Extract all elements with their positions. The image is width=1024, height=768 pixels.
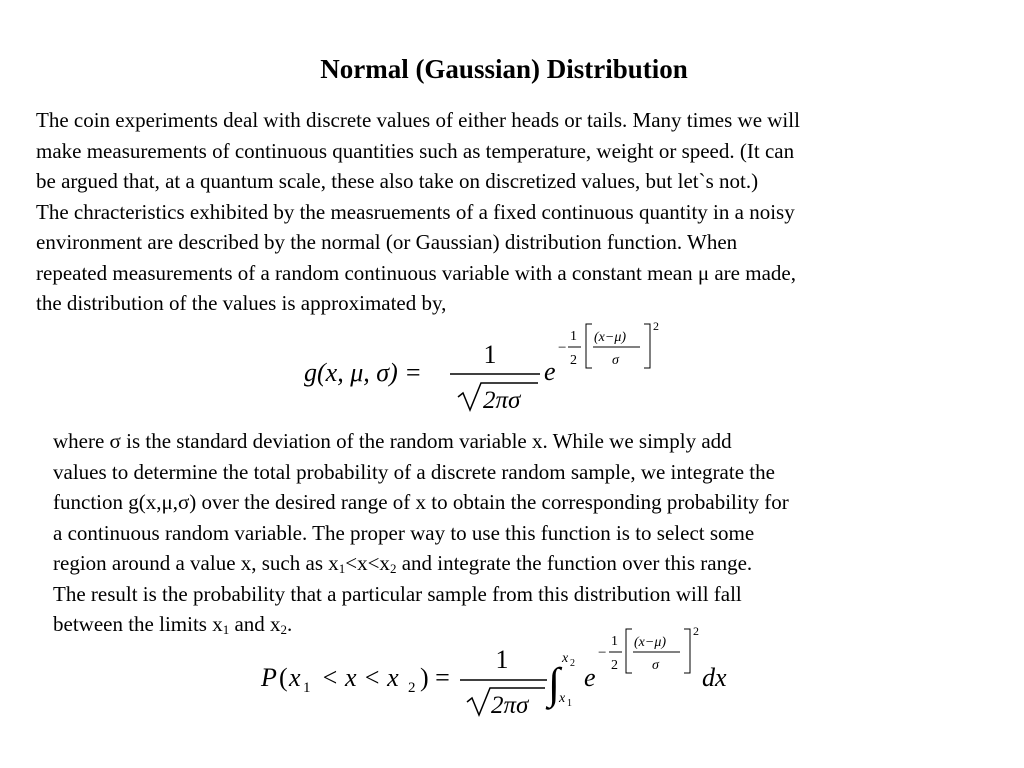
- line7-pre: between the limits x: [53, 612, 223, 636]
- intro-line: repeated measurements of a random continuous variable with a constant mean μ are made,: [36, 260, 796, 285]
- eq2-open-paren: (: [279, 663, 288, 692]
- eq1-exp-power: 2: [653, 319, 659, 333]
- line5-mid: <x<x: [345, 551, 390, 575]
- eq2-x1-sub: 1: [303, 680, 311, 696]
- eq2-close-paren: ) =: [420, 663, 450, 692]
- body-line: The result is the probability that a particular sample from this distribution will fall: [53, 581, 742, 606]
- eq2-denominator: 2πσ: [491, 692, 529, 719]
- integral-paragraph: [53, 426, 789, 640]
- eq2-exp-power: 2: [693, 624, 699, 638]
- eq2-x1: x: [289, 663, 301, 692]
- eq2-exp-num: (x−μ): [634, 635, 667, 650]
- body-line: values to determine the total probability of a discrete random sample, we integrate the: [53, 459, 775, 484]
- eq1-numerator: 1: [483, 340, 497, 369]
- eq1-exp-den: σ: [612, 353, 619, 368]
- gaussian-equation-svg: [300, 318, 680, 418]
- intro-paragraph: [36, 105, 800, 319]
- line5-sub2: 2: [389, 561, 397, 576]
- line5-pre: region around a value x, such as x: [53, 551, 339, 575]
- eq2-right-bracket: [684, 629, 690, 673]
- eq1-exp-num: (x−μ): [594, 330, 627, 345]
- eq2-relation: < x < x: [321, 663, 399, 692]
- eq2-exp-half-den: 2: [611, 658, 618, 673]
- probability-integral-equation: [255, 622, 755, 737]
- eq1-lhs: g(x, μ, σ) =: [304, 358, 422, 387]
- line7-mid: and x: [229, 612, 281, 636]
- line7-post: .: [287, 612, 293, 636]
- eq2-base: e: [584, 663, 596, 692]
- body-line: function g(x,μ,σ) over the desired range of x to obtain the corresponding probability for: [53, 490, 789, 514]
- eq1-exp-half-num: 1: [570, 329, 577, 344]
- eq1-denominator: 2πσ: [483, 387, 521, 414]
- eq2-lower-limit-sub: 1: [567, 698, 572, 709]
- line5-post: and integrate the function over this range.: [396, 551, 753, 575]
- eq1-left-bracket: [586, 324, 592, 368]
- eq2-exp-den: σ: [652, 658, 659, 673]
- eq1-right-bracket: [644, 324, 650, 368]
- eq1-exp-half-den: 2: [570, 353, 577, 368]
- eq2-left-bracket: [626, 629, 632, 673]
- eq2-exp-sign: −: [598, 645, 607, 661]
- eq2-dx: dx: [702, 663, 727, 692]
- eq2-lower-limit: x: [559, 691, 566, 706]
- intro-line: be argued that, at a quantum scale, these also take on discretized values, but let`s not.): [36, 169, 759, 193]
- page-title: Normal (Gaussian) Distribution: [320, 54, 688, 84]
- line7-sub1: 1: [222, 622, 230, 637]
- intro-line: The coin experiments deal with discrete values of either heads or tails. Many times we will: [36, 108, 800, 132]
- body-line: [53, 548, 789, 579]
- eq2-integral-sign: ∫: [548, 659, 561, 708]
- eq2-exp-half-num: 1: [611, 634, 618, 649]
- line7-sub2: 2: [280, 622, 288, 637]
- body-line: where σ is the standard deviation of the random variable x. While we simply add: [53, 429, 732, 453]
- eq2-x2-sub: 2: [408, 680, 416, 696]
- body-line: a continuous random variable. The proper way to use this function is to select some: [53, 520, 755, 545]
- eq2-upper-limit: x: [562, 651, 569, 666]
- eq1-exp-sign: −: [558, 340, 567, 356]
- intro-line: make measurements of continuous quantities such as temperature, weight or speed. (It can: [36, 138, 795, 163]
- intro-line: the distribution of the values is approximated by,: [36, 291, 447, 315]
- eq2-upper-limit-sub: 2: [570, 658, 575, 669]
- intro-line: environment are described by the normal (or Gaussian) distribution function. When: [36, 230, 738, 254]
- eq2-P: P: [261, 663, 277, 692]
- eq1-base: e: [544, 357, 556, 386]
- line5-sub1: 1: [338, 561, 346, 576]
- probability-equation-svg: [255, 622, 755, 732]
- eq2-numerator: 1: [495, 645, 509, 674]
- intro-line: The chracteristics exhibited by the measruements of a fixed continuous quantity in a noisy: [36, 199, 795, 224]
- gaussian-equation: [300, 318, 680, 423]
